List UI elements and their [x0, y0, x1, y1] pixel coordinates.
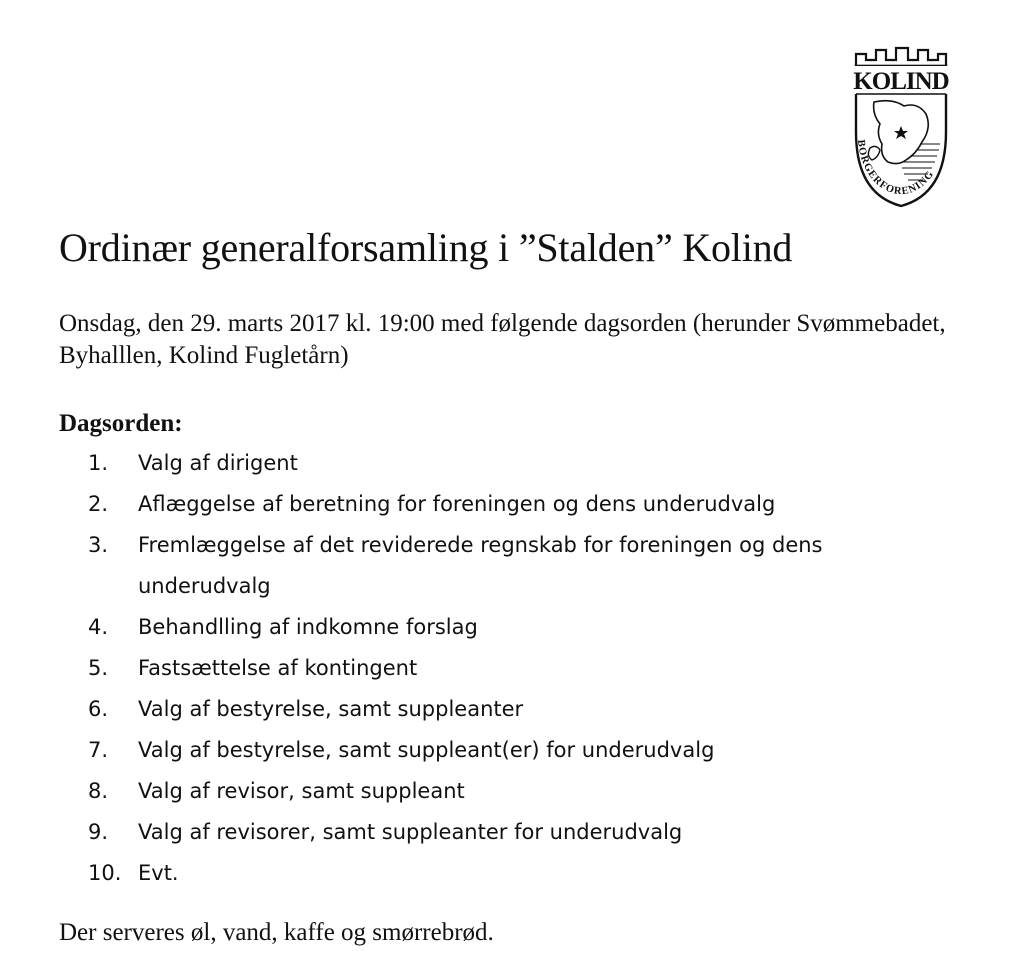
- agenda-item: [88, 853, 948, 894]
- agenda-item-number: 2.: [88, 492, 109, 516]
- kolind-borgerforening-logo: [846, 44, 952, 214]
- agenda-item-text: Aflæggelse af beretning for foreningen og dens underudvalg: [138, 492, 776, 516]
- page-title: Ordinær generalforsamling i ”Stalden” Kolind: [59, 225, 793, 270]
- agenda-item-number: 3.: [88, 533, 109, 557]
- kolind-crest-icon: [846, 44, 952, 214]
- agenda-item-number: 1.: [88, 451, 109, 475]
- agenda-item: [88, 607, 948, 648]
- agenda-item: [88, 648, 948, 689]
- agenda-item: [88, 730, 948, 771]
- agenda-item-text: Fastsættelse af kontingent: [138, 656, 418, 680]
- agenda-item: [88, 689, 948, 730]
- agenda-item-number: 7.: [88, 738, 109, 762]
- agenda-item-text: Valg af bestyrelse, samt suppleant(er) for underudvalg: [138, 738, 715, 762]
- agenda-item-text: Evt.: [138, 861, 179, 885]
- agenda-item-text: Valg af dirigent: [138, 451, 298, 475]
- refreshments-note: Der serveres øl, vand, kaffe og smørrebrød.: [59, 919, 494, 946]
- agenda-item-number: 9.: [88, 820, 109, 844]
- agenda-item-number: 5.: [88, 656, 109, 680]
- agenda-list: [88, 443, 948, 894]
- agenda-item: [88, 443, 948, 484]
- agenda-item: [88, 525, 948, 607]
- logo-arc-text: BORGERFORENING: [855, 139, 937, 198]
- agenda-item: [88, 812, 948, 853]
- logo-name: KOLIND: [853, 68, 949, 95]
- agenda-item-text: Fremlæggelse af det reviderede regnskab for foreningen og dens underudvalg: [138, 533, 823, 598]
- agenda-item-number: 8.: [88, 779, 109, 803]
- agenda-heading: Dagsorden:: [59, 410, 183, 437]
- agenda-item-text: Valg af bestyrelse, samt suppleanter: [138, 697, 524, 721]
- agenda-item-text: Valg af revisor, samt suppleant: [138, 779, 465, 803]
- meeting-intro: Onsdag, den 29. marts 2017 kl. 19:00 med følgende dagsorden (herunder Svømmebadet, Byhalllen, Kolind Fugletårn): [59, 310, 946, 369]
- agenda-item-number: 6.: [88, 697, 109, 721]
- agenda-item: [88, 484, 948, 525]
- agenda-item: [88, 771, 948, 812]
- agenda-item-number: 4.: [88, 615, 109, 639]
- agenda-item-number: 10.: [88, 861, 122, 885]
- agenda-item-text: Behandlling af indkomne forslag: [138, 615, 478, 639]
- agenda-item-text: Valg af revisorer, samt suppleanter for underudvalg: [138, 820, 683, 844]
